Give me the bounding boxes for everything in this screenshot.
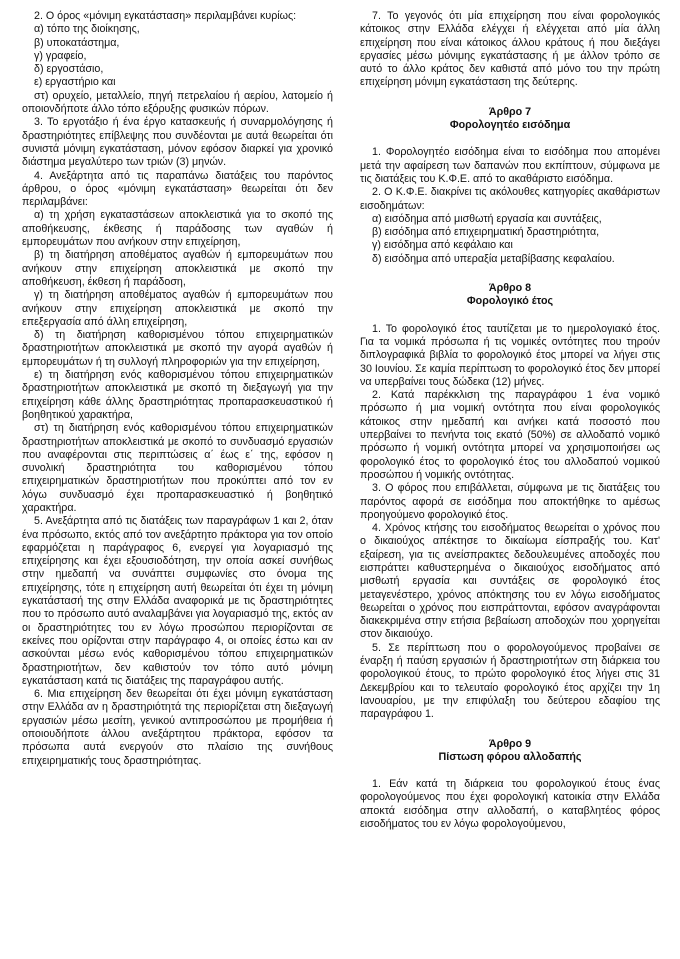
list-item: γ) εισόδημα από κεφάλαιο και: [372, 239, 513, 252]
right-column: [360, 10, 660, 831]
paragraph: 1. Φορολογητέο εισόδημα είναι το εισόδημα που απομένει μετά την αφαίρεση των δαπανών που εκπίπτουν, σύμφωνα με τις διατάξεις του Κ.Φ.Ε. από το ακαθάριστο εισόδημα.: [360, 146, 660, 185]
paragraph: 6. Μια επιχείρηση δεν θεωρείται ότι έχει μόνιμη εγκατάσταση στην Ελλάδα αν η δραστηριότητά της περιορίζεται στη διεξαγωγή εργασιών μέσω μεσίτη, γενικού αντιπροσώπου με προμήθεια ή οποιουδήποτε άλλου ανεξάρτητου πράκτορα, εφόσον τα πρόσωπα αυτά ενεργούν στο πλαίσιο της συνήθους επιχειρηματικής τους δραστηριότητας.: [22, 688, 333, 767]
article-9-body: [360, 778, 660, 831]
article-8-number: Άρθρο 8: [488, 282, 532, 295]
list-item: ε) εργαστήριο και: [34, 76, 116, 89]
article-8-body: [360, 323, 660, 722]
paragraph: β) τη διατήρηση αποθέματος αγαθών ή εμπορευμάτων που ανήκουν στην επιχείρηση αποκλειστικά με σκοπό την αποθήκευση, έκθεση ή παράδοση,: [22, 249, 333, 288]
article-9-title: Πίστωση φόρου αλλοδαπής: [438, 750, 582, 763]
paragraph: 4. Ανεξάρτητα από τις παραπάνω διατάξεις του παρόντος άρθρου, ο όρος «μόνιμη εγκατάσταση» θεωρείται ότι δεν περιλαμβάνει:: [22, 169, 333, 209]
paragraph-7: 7. Το γεγονός ότι μία επιχείρηση που είναι φορολογικός κάτοικος στην Ελλάδα ελέγχει ή ελέγχεται από μία άλλη επιχείρηση που είναι κάτοικος άλλου κράτους ή που διεξάγει εργασίες μέσω μόνιμης εγκατάστασης ή με άλλον τρόπο σε αυτό το άλλο κράτος δεν καθιστά από μόνο του την πρώτη επιχείρηση μόνιμη εγκατάσταση της δεύτερης.: [360, 10, 660, 89]
paragraph: στ) τη διατήρηση ενός καθορισμένου τόπου επιχειρηματικών δραστηριοτήτων αποκλειστικά με σκοπό το συνδυασμό εργασιών που αναφέρονται στις περιπτώσεις α΄ έως ε΄ της, εφόσον η συνολική δραστηριότητα του καθορισμένου τόπου επιχειρηματικών δραστηριοτήτων που προκύπτει από τον εν λόγω συνδυασμό έχει προπαρασκευαστικό ή βοηθητικό χαρακτήρα.: [22, 422, 333, 514]
paragraph: 1. Το φορολογικό έτος ταυτίζεται με το ημερολογιακό έτος. Για τα νομικά πρόσωπα ή τις νομικές οντότητες που τηρούν διπλογραφικά βιβλία το φορολογικό έτος μπορεί να λήγει στις 30 Ιουνίου. Σε καμία περίπτωση το φορολογικό έτος δεν μπορεί να υπερβαίνει τους δώδεκα (12) μήνες.: [360, 322, 660, 388]
article-7-body: [360, 146, 660, 266]
article-9-number: Άρθρο 9: [488, 737, 532, 750]
paragraph: γ) τη διατήρηση αποθέματος αγαθών ή εμπορευμάτων που ανήκουν στην επιχείρηση αποκλειστικά με σκοπό την επεξεργασία από άλλη επιχείρηση,: [22, 289, 333, 328]
list-item: δ) εργοστάσιο,: [34, 63, 104, 76]
paragraph: 3. Το εργοτάξιο ή ένα έργο κατασκευής ή συναρμολόγησης ή δραστηριότητες επίβλεψης που συνδέονται με αυτά θεωρείται ότι συνιστά μόνιμη εγκατάσταση, μόνον εφόσον διαρκεί για χρονικό διάστημα μεγαλύτερο των τριών (3) μηνών.: [22, 116, 333, 169]
paragraph: 1. Εάν κατά τη διάρκεια του φορολογικού έτους ένας φορολογούμενος που έχει φορολογική κατοικία στην Ελλάδα αποκτά εισόδημα στην αλλοδαπή, ο καταβλητέος φόρος εισοδήματος του εν λόγω φορολογούμενου,: [360, 778, 660, 831]
paragraph: 2. Ο Κ.Φ.Ε. διακρίνει τις ακόλουθες κατηγορίες ακαθάριστων εισοδημάτων:: [360, 186, 660, 212]
paragraph: 5. Σε περίπτωση που ο φορολογούμενος προβαίνει σε έναρξη ή παύση εργασιών ή δραστηριοτήτων στη διάρκεια του φορολογικού έτους, το πρώτο φορολογικό έτος λήγει στις 31 Δεκεμβρίου και το τελευταίο φορολογικό έτος αρχίζει την 1η Ιανουαρίου, με την επιφύλαξη του δεύτερου εδαφίου της παραγράφου 1.: [360, 641, 660, 721]
paragraph: 2. Ο όρος «μόνιμη εγκατάσταση» περιλαμβάνει κυρίως:: [34, 10, 297, 22]
list-item: α) τόπο της διοίκησης,: [34, 23, 140, 36]
paragraph: ε) τη διατήρηση ενός καθορισμένου τόπου επιχειρηματικών δραστηριοτήτων αποκλειστικά με σκοπό τη διεξαγωγή για την επιχείρηση κάθε άλλης δραστηριότητας προπαρασκευαστικού ή βοηθητικού χαρακτήρα,: [22, 369, 333, 421]
paragraph: 3. Ο φόρος που επιβάλλεται, σύμφωνα με τις διατάξεις του παρόντος αφορά σε εισόδημα που αποκτήθηκε το αμέσως προηγούμενο φορολογικό έτος.: [360, 482, 660, 521]
list-item: γ) γραφείο,: [34, 49, 87, 62]
list-item: β) υποκατάστημα,: [34, 36, 120, 49]
paragraph: 4. Χρόνος κτήσης του εισοδήματος θεωρείται ο χρόνος που ο δικαιούχος απέκτησε το δικαίωμα είσπραξής του. Κατ' εξαίρεση, για τις ανείσπρακτες δεδουλευμένες αποδοχές που εισπράττει καθυστερημένα ο δικαιούχος εισοδήματος από μισθωτή εργασία και συντάξεις σε φορολογικό έτος μεταγενέστερο, χρόνος απόκτησης του εν λόγω εισοδήματος θεωρείται ο χρόνος που εισπράττονται, εφόσον αναγράφονται διακεκριμένα στην ετήσια βεβαίωση αποδοχών που χορηγείται στον δικαιούχο.: [360, 522, 660, 641]
list-item: β) εισόδημα από επιχειρηματική δραστηριότητα,: [372, 226, 600, 239]
paragraph: 5. Ανεξάρτητα από τις διατάξεις των παραγράφων 1 και 2, όταν ένα πρόσωπο, εκτός από τον ανεξάρτητο πράκτορα για τον οποίο εφαρμόζεται η παράγραφος 6, ενεργεί για λογαριασμό της επιχείρησης και έχει εξουσιοδότηση, την οποία ασκεί συνήθως στην ημεδαπή να συνάπτει συμφωνίες στο όνομα της επιχείρησης, τότε η επιχείρηση αυτή θεωρείται ότι έχει τη μόνιμη εγκατάστασή της στην Ελλάδα αναφορικά με τις δραστηριότητες που το πρόσωπο αυτό αναλαμβάνει για λογαριασμό της, εκτός αν οι δραστηριότητες του εν λόγω προσώπου περιορίζονται σε εκείνες που ορίζονται στην παράγραφο 4, οι οποίες έστω και αν ασκούνται μέσω ενός καθορισμένου τόπου επιχειρηματικών δραστηριοτήτων, δεν καθιστούν τον τόπο αυτό μόνιμη εγκατάσταση κατά τις διατάξεις της παραγράφου αυτής.: [22, 515, 333, 687]
article-7-number: Άρθρο 7: [488, 105, 532, 118]
left-column: [22, 10, 333, 768]
list-item: α) εισόδημα από μισθωτή εργασία και συντάξεις,: [372, 212, 602, 225]
paragraph: 2. Κατά παρέκκλιση της παραγράφου 1 ένα νομικό πρόσωπο ή μια νομική οντότητα που είναι φορολογικός κάτοικος στην ημεδαπή και ανήκει κατά ποσοστό που υπερβαίνει το πενήντα τοις εκατό (50%) σε αλλοδαπό νομικό πρόσωπο ή νομική οντότητα μπορεί να χρησιμοποιήσει ως φορολογικό έτος το φορολογικό έτος του αλλοδαπού νομικού προσώπου ή νομικής οντότητας.: [360, 389, 660, 481]
article-8-title: Φορολογικό έτος: [466, 295, 554, 308]
paragraph: δ) τη διατήρηση καθορισμένου τόπου επιχειρηματικών δραστηριοτήτων αποκλειστικά με σκοπό την αγορά αγαθών ή εμπορευμάτων ή τη συλλογή πληροφοριών για την επιχείρηση,: [22, 329, 333, 368]
paragraph: στ) ορυχείο, μεταλλείο, πηγή πετρελαίου ή αερίου, λατομείο ή οποιονδήποτε άλλο τόπο εξόρυξης φυσικών πόρων.: [22, 89, 333, 116]
list-item: δ) εισόδημα από υπεραξία μεταβίβασης κεφαλαίου.: [372, 252, 615, 265]
paragraph: α) τη χρήση εγκαταστάσεων αποκλειστικά για το σκοπό της αποθήκευσης, έκθεσης ή παράδοσης των αγαθών ή εμπορευμάτων που ανήκουν στην επιχείρηση,: [22, 209, 333, 249]
article-7-title: Φορολογητέο εισόδημα: [449, 119, 571, 132]
